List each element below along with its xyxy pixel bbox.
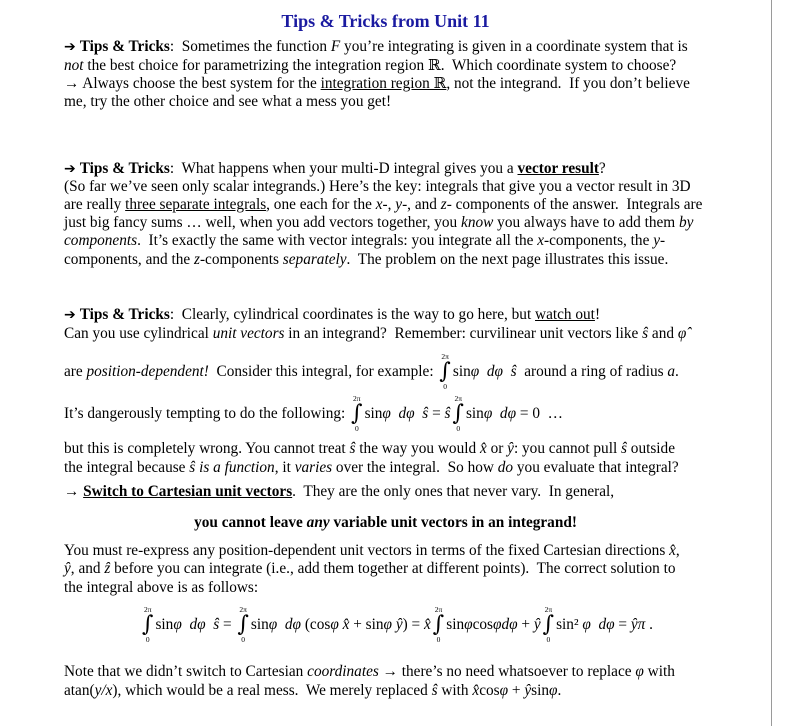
text-run: φ [464, 616, 473, 633]
tip-label: Tips & Tricks [79, 160, 170, 177]
text-run: ) = [402, 616, 424, 633]
tip-label: Tips & Tricks [79, 38, 170, 55]
integral-symbol: ∫ [542, 612, 555, 638]
text-line [64, 196, 702, 214]
text-run: the way you would [355, 440, 480, 457]
text-run: you evaluate that integral? [513, 459, 679, 476]
text-run: ŝ [642, 325, 649, 342]
text-run: . [645, 616, 653, 633]
text-run: F [330, 38, 341, 55]
text-run: φ x̂ [330, 616, 350, 633]
text-line [64, 579, 258, 597]
integral-symbol: ∫ [237, 612, 249, 638]
text-run: sin [465, 405, 484, 422]
text-run: sin [446, 616, 465, 633]
text-run: watch out [535, 306, 595, 323]
text-run: unit vectors [212, 325, 285, 342]
text-run: z [440, 196, 447, 213]
text-run: a [667, 363, 676, 380]
text-run: ŷπ [630, 616, 646, 633]
text-run: It’s dangerously tempting to do the following: [64, 405, 350, 422]
text-run: : What happens when your multi-D integral gives you a [169, 160, 518, 177]
text-run: y/x [94, 682, 113, 699]
lower-limit: 0 [443, 382, 448, 392]
lower-limit: 0 [241, 635, 246, 645]
text-run: position-dependent! [86, 363, 209, 380]
page-title: Tips & Tricks from Unit 11 [281, 11, 490, 31]
text-run: x̂ [479, 440, 487, 457]
text-run: = 0 … [516, 405, 563, 422]
text-run: φ dφ [483, 405, 517, 422]
text-line [64, 440, 675, 458]
text-line [64, 459, 679, 477]
text-run: φ [635, 663, 644, 680]
text-run: ŷ [64, 560, 71, 577]
text-run: φ [499, 682, 509, 699]
text-line [64, 483, 614, 501]
page-edge [771, 0, 772, 726]
text-run: the integral above is as follows: [64, 579, 259, 596]
text-run: or [486, 440, 508, 457]
text-run: variable unit vectors in an integrand! [329, 514, 577, 531]
upper-limit: 2π [441, 352, 449, 362]
text-run: Can you use cylindrical [64, 325, 213, 342]
text-run: φdφ [492, 616, 518, 633]
text-run: just big fancy sums … well, when you add vectors together, you [64, 214, 462, 231]
text-run: ŝ [621, 440, 627, 457]
text-run: , and [70, 560, 105, 577]
integral-symbol: ∫ [452, 401, 464, 427]
lower-limit: 0 [436, 635, 441, 645]
text-run: (So far we’ve seen only scalar integrands.) Here’s the key: integrals that give you a vector result in 3D [64, 178, 691, 195]
text-line [64, 160, 606, 178]
text-run: sin [155, 616, 174, 633]
text-run: Note that we didn’t switch to Cartesian [64, 663, 308, 680]
text-run: ŝ [444, 405, 451, 422]
text-run: -, and [402, 196, 441, 213]
text-run: components, and the [64, 251, 194, 268]
text-line [64, 251, 668, 269]
text-run: y [395, 196, 403, 213]
text-run: you always have to add them [493, 214, 679, 231]
text-run: know [461, 214, 494, 231]
text-run: x̂ [669, 542, 676, 559]
text-run: -components [199, 251, 283, 268]
text-run: , [675, 542, 680, 559]
text-run: Consider this integral, for example: [208, 363, 438, 380]
text-run: φ dφ ŝ [470, 363, 517, 380]
text-line [64, 542, 680, 560]
text-run: with [643, 663, 675, 680]
text-run: coordinates [307, 663, 379, 680]
text-run: ? [598, 160, 606, 177]
text-line [64, 57, 676, 75]
text-run: ẑ [104, 560, 111, 577]
integral-sign [142, 606, 153, 644]
text-run: cos [479, 682, 500, 699]
text-run: ŝ [349, 440, 356, 457]
text-run: . It’s exactly the same with vector integrals: you integrate all the [137, 232, 538, 249]
text-run: varies [294, 459, 333, 476]
text-line [64, 178, 691, 196]
integral-symbol: ∫ [432, 612, 445, 638]
upper-limit: 2π [454, 394, 462, 404]
tip-label: Tips & Tricks [79, 306, 170, 323]
text-run: , not the integrand. If you don’t believe [446, 75, 690, 92]
text-run: . [675, 363, 679, 380]
text-run: - components of the answer. Integrals are [446, 196, 703, 213]
text-run: over the integral. So how [332, 459, 498, 476]
integral-symbol: ∫ [439, 359, 451, 385]
text-run: y [653, 232, 660, 249]
text-run: cos [472, 616, 493, 633]
text-run: ŝ is a function [189, 459, 275, 476]
text-run: x [537, 232, 545, 249]
text-run: . The problem on the next page illustrates this issue. [346, 251, 669, 268]
text-run: φ dφ ŝ [173, 616, 220, 633]
text-run: : Sometimes the function [169, 38, 331, 55]
text-run: φ dφ [582, 616, 615, 633]
text-run: . [557, 682, 562, 699]
text-run: φ [549, 682, 558, 699]
text-run: are [64, 363, 87, 380]
lower-limit: 0 [546, 635, 551, 645]
formula-line [64, 352, 679, 392]
text-run: ŝ [431, 682, 438, 699]
text-run: with [437, 682, 473, 699]
text-run: → Always choose the best system for the [64, 75, 321, 92]
lower-limit: 0 [145, 635, 150, 645]
text-run: x̂ [472, 682, 480, 699]
formula-line [64, 394, 563, 434]
text-run: three separate integrals [125, 196, 267, 213]
text-run: z [194, 251, 200, 268]
text-line [64, 663, 675, 681]
right-arrow-icon: ➔ [64, 161, 76, 177]
text-run: and [648, 325, 678, 342]
integral-sign [433, 606, 444, 644]
text-line [64, 306, 600, 324]
text-run: integration region ℝ [320, 75, 447, 92]
lower-limit: 0 [456, 424, 461, 434]
text-line [64, 232, 665, 250]
integral-sign [543, 606, 554, 644]
upper-limit: 2π [239, 605, 247, 615]
text-run: ! [594, 306, 601, 323]
text-run: You must re-express any position-dependent unit vectors in terms of the fixed Cartesian directions [64, 542, 670, 559]
text-run: , one each for the [266, 196, 376, 213]
text-run: + [508, 682, 525, 699]
text-line [64, 38, 688, 56]
text-run: x [375, 196, 383, 213]
formula-line [140, 605, 653, 645]
integral-symbol: ∫ [351, 401, 363, 427]
text-run: outside [626, 440, 675, 457]
text-line [64, 93, 391, 111]
text-run: the integral because [64, 459, 190, 476]
text-run: φ̂ [677, 325, 687, 342]
text-run: ŷ [533, 616, 541, 633]
text-run: = [614, 616, 631, 633]
text-run: separately [282, 251, 347, 268]
text-run: = [428, 405, 445, 422]
text-line [64, 75, 690, 93]
text-run: me, try the other choice and see what a mess you get! [64, 93, 392, 110]
text-run: x̂ [423, 616, 431, 633]
text-run: φ dφ [268, 616, 301, 633]
text-run: -, [382, 196, 396, 213]
text-run: → [64, 483, 84, 500]
text-run: components [64, 232, 138, 249]
text-line [64, 214, 693, 232]
text-run: you’re integrating is given in a coordinate system that is [340, 38, 688, 55]
integral-symbol: ∫ [142, 612, 154, 638]
right-arrow-icon: ➔ [64, 39, 76, 55]
text-run: : you cannot pull [513, 440, 622, 457]
text-run: around a ring of radius [516, 363, 668, 380]
centered-rule [0, 514, 771, 532]
text-run: you cannot leave [194, 514, 307, 531]
text-run: by [678, 214, 694, 231]
text-run: → there’s no need whatsoever to replace [378, 663, 636, 680]
text-run: sin [452, 363, 471, 380]
text-run: φ dφ ŝ [382, 405, 429, 422]
text-line [64, 682, 561, 700]
upper-limit: 2π [143, 605, 152, 615]
text-run: vector result [517, 160, 599, 177]
text-run: ŷ [507, 440, 514, 457]
integral-sign [439, 353, 450, 391]
text-run: -components, the [544, 232, 654, 249]
integral-sign [237, 606, 248, 644]
text-run: sin [531, 682, 550, 699]
text-run: the best choice for parametrizing the integration region ℝ. Which coordinate system to choose? [83, 57, 677, 74]
integral-sign [351, 395, 362, 433]
text-run: ŷ [524, 682, 532, 699]
text-run: , it [274, 459, 295, 476]
text-run: ), which would be a real mess. We merely replaced [112, 682, 432, 699]
text-run: : Clearly, cylindrical coordinates is the way to go here, but [169, 306, 536, 323]
integral-sign [452, 395, 463, 433]
text-run: before you can integrate (i.e., add them together at different points). The correct solution to [110, 560, 676, 577]
upper-limit: 2π [353, 394, 361, 404]
text-line [64, 325, 686, 343]
text-run: but this is completely wrong. You cannot treat [64, 440, 350, 457]
upper-limit: 2π [544, 605, 553, 615]
text-run: not [64, 57, 84, 74]
text-run: atan( [64, 682, 95, 699]
upper-limit: 2π [434, 605, 443, 615]
text-run: in an integrand? Remember: curvilinear unit vectors like [284, 325, 643, 342]
text-run: sin² [556, 616, 583, 633]
text-line [64, 560, 676, 578]
text-run: φ ŷ [383, 616, 403, 633]
text-run: Switch to Cartesian unit vectors [83, 483, 293, 500]
right-arrow-icon: ➔ [64, 307, 76, 323]
text-run: sin [364, 405, 383, 422]
text-run: + [517, 616, 534, 633]
text-run: sin [250, 616, 269, 633]
text-run: are really [64, 196, 126, 213]
text-run: do [497, 459, 514, 476]
text-run: (cos [301, 616, 331, 633]
text-run: = [219, 616, 236, 633]
text-run: . They are the only ones that never vary. In general, [292, 483, 615, 500]
text-run: any [306, 514, 330, 531]
text-run: + sin [349, 616, 384, 633]
text-run: - [660, 232, 666, 249]
lower-limit: 0 [354, 424, 359, 434]
